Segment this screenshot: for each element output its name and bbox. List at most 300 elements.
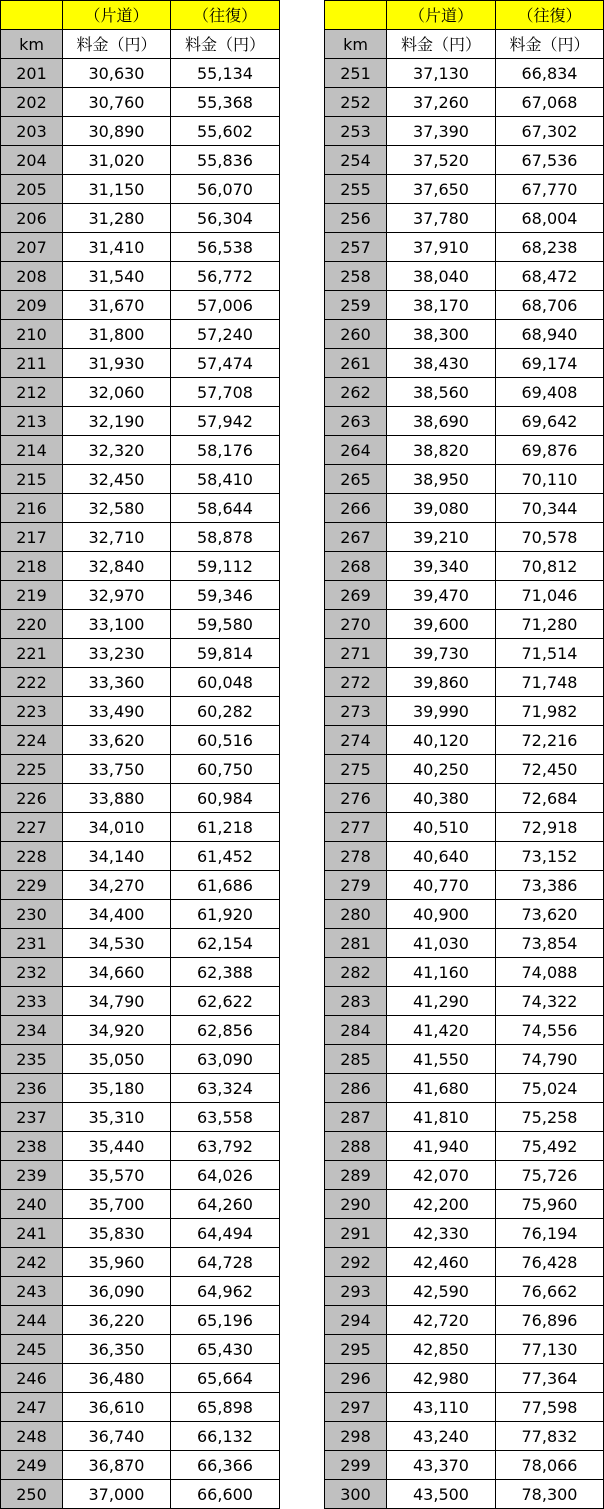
one-way-fare-cell: 32,840 (63, 552, 171, 581)
header-row-sub (1, 30, 280, 59)
table-row (325, 262, 604, 291)
km-cell: 227 (1, 813, 63, 842)
km-cell: 242 (1, 1248, 63, 1277)
one-way-fare-cell: 38,040 (387, 262, 496, 291)
table-row (1, 1451, 280, 1480)
one-way-fare-cell: 36,090 (63, 1277, 171, 1306)
table-row (1, 1074, 280, 1103)
km-cell: 293 (325, 1277, 387, 1306)
one-way-fare-cell: 37,130 (387, 59, 496, 88)
table-row (1, 1277, 280, 1306)
header-km: km (1, 30, 63, 59)
round-trip-fare-cell: 70,110 (496, 465, 604, 494)
km-cell: 287 (325, 1103, 387, 1132)
km-cell: 223 (1, 697, 63, 726)
km-cell: 246 (1, 1364, 63, 1393)
one-way-fare-cell: 40,770 (387, 871, 496, 900)
km-cell: 281 (325, 929, 387, 958)
round-trip-fare-cell: 62,856 (171, 1016, 280, 1045)
km-cell: 279 (325, 871, 387, 900)
km-cell: 275 (325, 755, 387, 784)
km-cell: 250 (1, 1480, 63, 1509)
round-trip-fare-cell: 77,130 (496, 1335, 604, 1364)
one-way-fare-cell: 41,160 (387, 958, 496, 987)
table-row (325, 59, 604, 88)
one-way-fare-cell: 31,150 (63, 175, 171, 204)
table-row (1, 1016, 280, 1045)
round-trip-fare-cell: 56,772 (171, 262, 280, 291)
km-cell: 241 (1, 1219, 63, 1248)
km-cell: 299 (325, 1451, 387, 1480)
round-trip-fare-cell: 71,982 (496, 697, 604, 726)
round-trip-fare-cell: 70,578 (496, 523, 604, 552)
table-row (325, 88, 604, 117)
km-cell: 247 (1, 1393, 63, 1422)
round-trip-fare-cell: 58,176 (171, 436, 280, 465)
round-trip-fare-cell: 60,282 (171, 697, 280, 726)
table-row (1, 1248, 280, 1277)
round-trip-fare-cell: 56,538 (171, 233, 280, 262)
round-trip-fare-cell: 67,068 (496, 88, 604, 117)
round-trip-fare-cell: 55,836 (171, 146, 280, 175)
round-trip-fare-cell: 60,984 (171, 784, 280, 813)
round-trip-fare-cell: 73,854 (496, 929, 604, 958)
table-row (325, 581, 604, 610)
one-way-fare-cell: 40,510 (387, 813, 496, 842)
round-trip-fare-cell: 68,706 (496, 291, 604, 320)
one-way-fare-cell: 31,670 (63, 291, 171, 320)
table-row (1, 784, 280, 813)
one-way-fare-cell: 42,460 (387, 1248, 496, 1277)
table-row (325, 146, 604, 175)
km-cell: 239 (1, 1161, 63, 1190)
round-trip-fare-cell: 64,728 (171, 1248, 280, 1277)
km-cell: 254 (325, 146, 387, 175)
km-cell: 262 (325, 378, 387, 407)
one-way-fare-cell: 41,940 (387, 1132, 496, 1161)
one-way-fare-cell: 43,370 (387, 1451, 496, 1480)
one-way-fare-cell: 34,530 (63, 929, 171, 958)
km-cell: 218 (1, 552, 63, 581)
one-way-fare-cell: 37,910 (387, 233, 496, 262)
round-trip-fare-cell: 76,662 (496, 1277, 604, 1306)
km-cell: 269 (325, 581, 387, 610)
table-row (1, 1393, 280, 1422)
km-cell: 285 (325, 1045, 387, 1074)
km-cell: 272 (325, 668, 387, 697)
round-trip-fare-cell: 64,026 (171, 1161, 280, 1190)
km-cell: 291 (325, 1219, 387, 1248)
km-cell: 231 (1, 929, 63, 958)
round-trip-fare-cell: 58,410 (171, 465, 280, 494)
one-way-fare-cell: 37,260 (387, 88, 496, 117)
km-cell: 261 (325, 349, 387, 378)
one-way-fare-cell: 35,180 (63, 1074, 171, 1103)
one-way-fare-cell: 36,220 (63, 1306, 171, 1335)
table-row (1, 1190, 280, 1219)
one-way-fare-cell: 39,340 (387, 552, 496, 581)
km-cell: 226 (1, 784, 63, 813)
km-cell: 282 (325, 958, 387, 987)
round-trip-fare-cell: 57,006 (171, 291, 280, 320)
table-row (1, 494, 280, 523)
table-row (325, 784, 604, 813)
table-row (325, 1422, 604, 1451)
table-row (325, 1335, 604, 1364)
km-cell: 270 (325, 610, 387, 639)
table-row (325, 233, 604, 262)
table-row (1, 262, 280, 291)
km-cell: 224 (1, 726, 63, 755)
round-trip-fare-cell: 59,112 (171, 552, 280, 581)
km-cell: 263 (325, 407, 387, 436)
round-trip-fare-cell: 69,174 (496, 349, 604, 378)
table-row (1, 320, 280, 349)
round-trip-fare-cell: 77,598 (496, 1393, 604, 1422)
round-trip-fare-cell: 72,450 (496, 755, 604, 784)
table-row (1, 958, 280, 987)
round-trip-fare-cell: 66,600 (171, 1480, 280, 1509)
table-row (325, 1045, 604, 1074)
one-way-fare-cell: 40,120 (387, 726, 496, 755)
one-way-fare-cell: 32,710 (63, 523, 171, 552)
table-row (325, 958, 604, 987)
km-cell: 236 (1, 1074, 63, 1103)
km-cell: 257 (325, 233, 387, 262)
one-way-fare-cell: 38,170 (387, 291, 496, 320)
table-row (325, 726, 604, 755)
table-row (325, 1074, 604, 1103)
header-fare-one-way: 料金（円） (387, 30, 496, 59)
round-trip-fare-cell: 63,558 (171, 1103, 280, 1132)
km-cell: 213 (1, 407, 63, 436)
one-way-fare-cell: 36,870 (63, 1451, 171, 1480)
km-cell: 228 (1, 842, 63, 871)
table-row (1, 291, 280, 320)
table-row (325, 291, 604, 320)
km-cell: 211 (1, 349, 63, 378)
round-trip-fare-cell: 55,368 (171, 88, 280, 117)
one-way-fare-cell: 34,920 (63, 1016, 171, 1045)
table-row (325, 929, 604, 958)
km-cell: 298 (325, 1422, 387, 1451)
round-trip-fare-cell: 59,346 (171, 581, 280, 610)
round-trip-fare-cell: 65,196 (171, 1306, 280, 1335)
table-row (325, 1132, 604, 1161)
one-way-fare-cell: 38,820 (387, 436, 496, 465)
km-cell: 276 (325, 784, 387, 813)
round-trip-fare-cell: 71,046 (496, 581, 604, 610)
table-row (325, 378, 604, 407)
one-way-fare-cell: 41,290 (387, 987, 496, 1016)
table-row (1, 987, 280, 1016)
one-way-fare-cell: 32,970 (63, 581, 171, 610)
one-way-fare-cell: 34,400 (63, 900, 171, 929)
km-cell: 215 (1, 465, 63, 494)
km-cell: 260 (325, 320, 387, 349)
round-trip-fare-cell: 67,536 (496, 146, 604, 175)
round-trip-fare-cell: 70,344 (496, 494, 604, 523)
header-round-trip: （往復） (171, 1, 280, 30)
round-trip-fare-cell: 66,366 (171, 1451, 280, 1480)
table-row (325, 436, 604, 465)
km-cell: 289 (325, 1161, 387, 1190)
km-cell: 221 (1, 639, 63, 668)
table-row (1, 1306, 280, 1335)
one-way-fare-cell: 35,050 (63, 1045, 171, 1074)
km-cell: 212 (1, 378, 63, 407)
one-way-fare-cell: 38,950 (387, 465, 496, 494)
round-trip-fare-cell: 59,580 (171, 610, 280, 639)
km-cell: 288 (325, 1132, 387, 1161)
round-trip-fare-cell: 65,664 (171, 1364, 280, 1393)
km-cell: 297 (325, 1393, 387, 1422)
table-row (1, 204, 280, 233)
one-way-fare-cell: 42,980 (387, 1364, 496, 1393)
one-way-fare-cell: 43,110 (387, 1393, 496, 1422)
one-way-fare-cell: 36,610 (63, 1393, 171, 1422)
round-trip-fare-cell: 71,280 (496, 610, 604, 639)
table-row (325, 639, 604, 668)
km-cell: 214 (1, 436, 63, 465)
km-cell: 251 (325, 59, 387, 88)
one-way-fare-cell: 33,490 (63, 697, 171, 726)
table-row (1, 1422, 280, 1451)
one-way-fare-cell: 32,060 (63, 378, 171, 407)
table-row (325, 842, 604, 871)
round-trip-fare-cell: 57,474 (171, 349, 280, 378)
km-cell: 300 (325, 1480, 387, 1509)
km-cell: 290 (325, 1190, 387, 1219)
table-row (325, 1393, 604, 1422)
table-row (325, 552, 604, 581)
round-trip-fare-cell: 72,918 (496, 813, 604, 842)
one-way-fare-cell: 38,560 (387, 378, 496, 407)
round-trip-fare-cell: 60,750 (171, 755, 280, 784)
one-way-fare-cell: 31,280 (63, 204, 171, 233)
table-row (1, 233, 280, 262)
one-way-fare-cell: 31,930 (63, 349, 171, 378)
table-row (325, 1103, 604, 1132)
km-cell: 216 (1, 494, 63, 523)
km-cell: 296 (325, 1364, 387, 1393)
round-trip-fare-cell: 74,790 (496, 1045, 604, 1074)
km-cell: 217 (1, 523, 63, 552)
km-cell: 268 (325, 552, 387, 581)
km-cell: 271 (325, 639, 387, 668)
km-cell: 244 (1, 1306, 63, 1335)
one-way-fare-cell: 32,190 (63, 407, 171, 436)
round-trip-fare-cell: 74,088 (496, 958, 604, 987)
round-trip-fare-cell: 68,940 (496, 320, 604, 349)
table-row (325, 204, 604, 233)
km-cell: 235 (1, 1045, 63, 1074)
table-row (1, 581, 280, 610)
one-way-fare-cell: 41,030 (387, 929, 496, 958)
one-way-fare-cell: 38,690 (387, 407, 496, 436)
round-trip-fare-cell: 78,066 (496, 1451, 604, 1480)
km-cell: 219 (1, 581, 63, 610)
round-trip-fare-cell: 67,770 (496, 175, 604, 204)
table-row (1, 697, 280, 726)
one-way-fare-cell: 40,640 (387, 842, 496, 871)
round-trip-fare-cell: 74,322 (496, 987, 604, 1016)
round-trip-fare-cell: 71,748 (496, 668, 604, 697)
table-row (1, 146, 280, 175)
round-trip-fare-cell: 69,876 (496, 436, 604, 465)
km-cell: 253 (325, 117, 387, 146)
table-row (1, 407, 280, 436)
header-fare-round-trip: 料金（円） (496, 30, 604, 59)
one-way-fare-cell: 34,270 (63, 871, 171, 900)
one-way-fare-cell: 42,330 (387, 1219, 496, 1248)
one-way-fare-cell: 39,470 (387, 581, 496, 610)
one-way-fare-cell: 30,890 (63, 117, 171, 146)
one-way-fare-cell: 39,730 (387, 639, 496, 668)
km-cell: 202 (1, 88, 63, 117)
table-row (325, 320, 604, 349)
one-way-fare-cell: 40,380 (387, 784, 496, 813)
round-trip-fare-cell: 63,090 (171, 1045, 280, 1074)
round-trip-fare-cell: 77,832 (496, 1422, 604, 1451)
table-row (1, 668, 280, 697)
fare-rows-left (1, 59, 280, 1509)
fare-table-left (0, 0, 280, 1509)
table-row (1, 465, 280, 494)
round-trip-fare-cell: 73,620 (496, 900, 604, 929)
round-trip-fare-cell: 69,642 (496, 407, 604, 436)
one-way-fare-cell: 38,300 (387, 320, 496, 349)
round-trip-fare-cell: 62,622 (171, 987, 280, 1016)
round-trip-fare-cell: 76,896 (496, 1306, 604, 1335)
round-trip-fare-cell: 56,304 (171, 204, 280, 233)
km-cell: 292 (325, 1248, 387, 1277)
round-trip-fare-cell: 59,814 (171, 639, 280, 668)
km-cell: 259 (325, 291, 387, 320)
one-way-fare-cell: 40,900 (387, 900, 496, 929)
table-row (1, 871, 280, 900)
one-way-fare-cell: 42,590 (387, 1277, 496, 1306)
one-way-fare-cell: 31,800 (63, 320, 171, 349)
km-cell: 294 (325, 1306, 387, 1335)
fare-rows-right (325, 59, 604, 1509)
table-row (1, 59, 280, 88)
table-row (1, 1364, 280, 1393)
one-way-fare-cell: 41,420 (387, 1016, 496, 1045)
one-way-fare-cell: 37,390 (387, 117, 496, 146)
header-row-sub (325, 30, 604, 59)
table-row (325, 494, 604, 523)
round-trip-fare-cell: 61,218 (171, 813, 280, 842)
one-way-fare-cell: 34,140 (63, 842, 171, 871)
round-trip-fare-cell: 76,194 (496, 1219, 604, 1248)
table-row (1, 436, 280, 465)
km-cell: 284 (325, 1016, 387, 1045)
km-cell: 255 (325, 175, 387, 204)
table-row (325, 668, 604, 697)
table-row (325, 1161, 604, 1190)
km-cell: 238 (1, 1132, 63, 1161)
km-cell: 234 (1, 1016, 63, 1045)
km-cell: 240 (1, 1190, 63, 1219)
km-cell: 205 (1, 175, 63, 204)
header-blank-cell (325, 1, 387, 30)
km-cell: 278 (325, 842, 387, 871)
one-way-fare-cell: 31,540 (63, 262, 171, 291)
one-way-fare-cell: 36,480 (63, 1364, 171, 1393)
table-row (325, 175, 604, 204)
km-cell: 286 (325, 1074, 387, 1103)
header-fare-one-way: 料金（円） (63, 30, 171, 59)
one-way-fare-cell: 35,570 (63, 1161, 171, 1190)
km-cell: 201 (1, 59, 63, 88)
round-trip-fare-cell: 72,684 (496, 784, 604, 813)
km-cell: 206 (1, 204, 63, 233)
round-trip-fare-cell: 62,388 (171, 958, 280, 987)
one-way-fare-cell: 30,760 (63, 88, 171, 117)
km-cell: 283 (325, 987, 387, 1016)
km-cell: 266 (325, 494, 387, 523)
km-cell: 210 (1, 320, 63, 349)
round-trip-fare-cell: 70,812 (496, 552, 604, 581)
round-trip-fare-cell: 65,898 (171, 1393, 280, 1422)
km-cell: 249 (1, 1451, 63, 1480)
round-trip-fare-cell: 73,386 (496, 871, 604, 900)
table-row (325, 871, 604, 900)
km-cell: 204 (1, 146, 63, 175)
round-trip-fare-cell: 57,240 (171, 320, 280, 349)
one-way-fare-cell: 43,240 (387, 1422, 496, 1451)
one-way-fare-cell: 42,200 (387, 1190, 496, 1219)
round-trip-fare-cell: 60,516 (171, 726, 280, 755)
one-way-fare-cell: 34,010 (63, 813, 171, 842)
km-cell: 256 (325, 204, 387, 233)
round-trip-fare-cell: 68,004 (496, 204, 604, 233)
km-cell: 230 (1, 900, 63, 929)
round-trip-fare-cell: 64,494 (171, 1219, 280, 1248)
round-trip-fare-cell: 67,302 (496, 117, 604, 146)
one-way-fare-cell: 35,830 (63, 1219, 171, 1248)
fare-table-right (324, 0, 604, 1509)
km-cell: 264 (325, 436, 387, 465)
table-row (325, 523, 604, 552)
one-way-fare-cell: 37,780 (387, 204, 496, 233)
table-row (325, 465, 604, 494)
one-way-fare-cell: 37,520 (387, 146, 496, 175)
round-trip-fare-cell: 65,430 (171, 1335, 280, 1364)
one-way-fare-cell: 39,080 (387, 494, 496, 523)
one-way-fare-cell: 38,430 (387, 349, 496, 378)
table-row (325, 1364, 604, 1393)
km-cell: 274 (325, 726, 387, 755)
table-row (1, 610, 280, 639)
round-trip-fare-cell: 61,686 (171, 871, 280, 900)
table-row (1, 378, 280, 407)
round-trip-fare-cell: 58,878 (171, 523, 280, 552)
one-way-fare-cell: 42,070 (387, 1161, 496, 1190)
one-way-fare-cell: 39,860 (387, 668, 496, 697)
one-way-fare-cell: 37,650 (387, 175, 496, 204)
one-way-fare-cell: 42,720 (387, 1306, 496, 1335)
round-trip-fare-cell: 75,726 (496, 1161, 604, 1190)
round-trip-fare-cell: 57,708 (171, 378, 280, 407)
one-way-fare-cell: 35,960 (63, 1248, 171, 1277)
table-row (325, 117, 604, 146)
km-cell: 267 (325, 523, 387, 552)
km-cell: 222 (1, 668, 63, 697)
km-cell: 295 (325, 1335, 387, 1364)
table-row (325, 1277, 604, 1306)
